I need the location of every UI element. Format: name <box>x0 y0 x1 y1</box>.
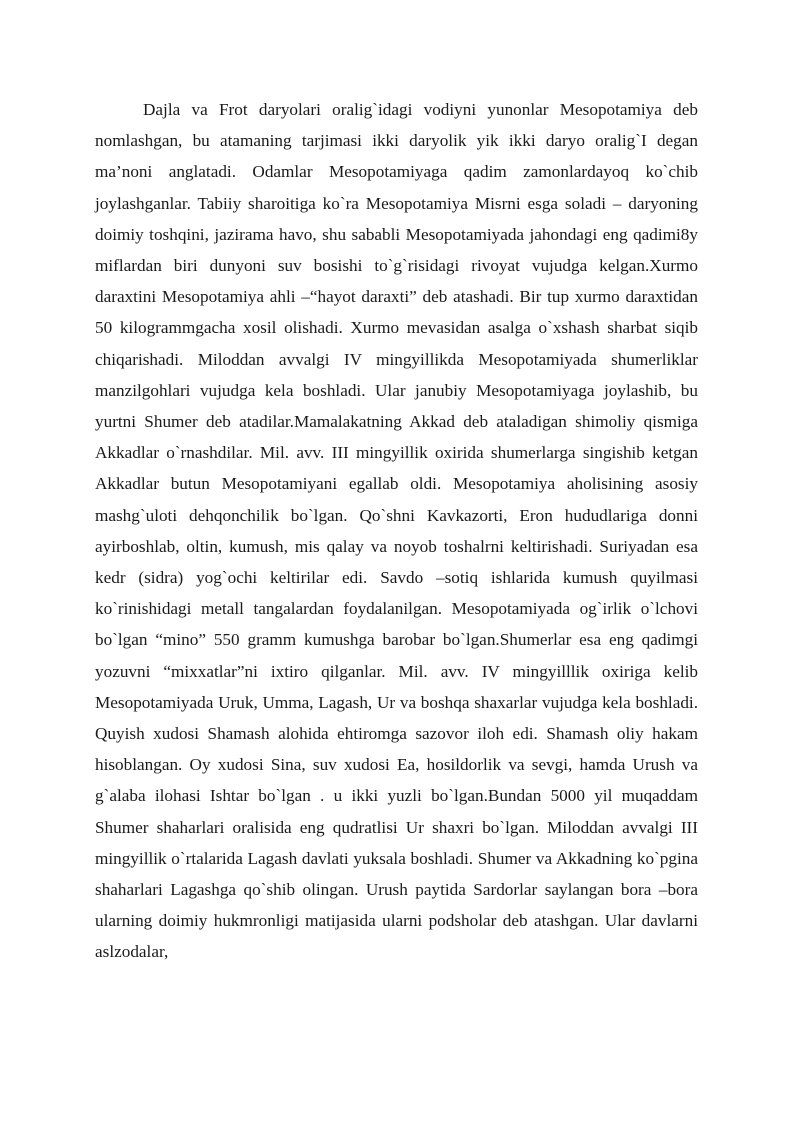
document-page <box>95 94 698 968</box>
body-paragraph: Dajla va Frot daryolari oralig`idagi vodiyni yunonlar Mesopotamiya deb nomlashgan, bu atamaning tarjimasi ikki daryolik yik ikki daryo oralig`I degan ma’noni anglatadi. Odamlar Mesopotamiyaga qadim zamonlardayoq ko`chib joylashganlar. Tabiiy sharoitiga ko`ra Mesopotamiya Misrni esga soladi – daryoning doimiy toshqini, jazirama havo, shu sababli Mesopotamiyada jahondagi eng qadimi8y miflardan biri dunyoni suv bosishi to`g`risidagi rivoyat vujudga kelgan.Xurmo daraxtini Mesopotamiya ahli –“hayot daraxti” deb atashadi. Bir tup xurmo daraxtidan 50 kilogrammgacha xosil olishadi. Xurmo mevasidan asalga o`xshash sharbat siqib chiqarishadi. Miloddan avvalgi IV mingyillikda Mesopotamiyada shumerliklar manzilgohlari vujudga kela boshladi. Ular janubiy Mesopotamiyaga joylashib, bu yurtni Shumer deb atadilar.Mamalakatning Akkad deb ataladigan shimoliy qismiga Akkadlar o`rnashdilar. Mil. avv. III mingyillik oxirida shumerlarga singishib ketgan Akkadlar butun Mesopotamiyani egallab oldi. Mesopotamiya aholisining asosiy mashg`uloti dehqonchilik bo`lgan. Qo`shni Kavkazorti, Eron hududlariga donni ayirboshlab, oltin, kumush, mis qalay va noyob toshalrni keltirishadi. Suriyadan esa kedr (sidra) yog`ochi keltirilar edi. Savdo –sotiq ishlarida kumush quyilmasi ko`rinishidagi metall tangalardan foydalanilgan. Mesopotamiyada og`irlik o`lchovi bo`lgan “mino” 550 gramm kumushga barobar bo`lgan.Shumerlar esa eng qadimgi yozuvni “mixxatlar”ni ixtiro qilganlar. Mil. avv. IV mingyilllik oxiriga kelib Mesopotamiyada Uruk, Umma, Lagash, Ur va boshqa shaxarlar vujudga kela boshladi. Quyish xudosi Shamash alohida ehtiromga sazovor iloh edi. Shamash oliy hakam hisoblangan. Oy xudosi Sina, suv xudosi Ea, hosildorlik va sevgi, hamda Urush va g`alaba ilohasi Ishtar bo`lgan . u ikki yuzli bo`lgan.Bundan 5000 yil muqaddam Shumer shaharlari oralisida eng qudratlisi Ur shaxri bo`lgan. Miloddan avvalgi III mingyillik o`rtalarida Lagash davlati yuksala boshladi. Shumer va Akkadning ko`pgina shaharlari Lagashga qo`shib olingan. Urush paytida Sardorlar saylangan bora –bora ularning doimiy hukmronligi matijasida ularni podsholar deb atashgan. Ular davlarni aslzodalar, <box>95 100 698 962</box>
